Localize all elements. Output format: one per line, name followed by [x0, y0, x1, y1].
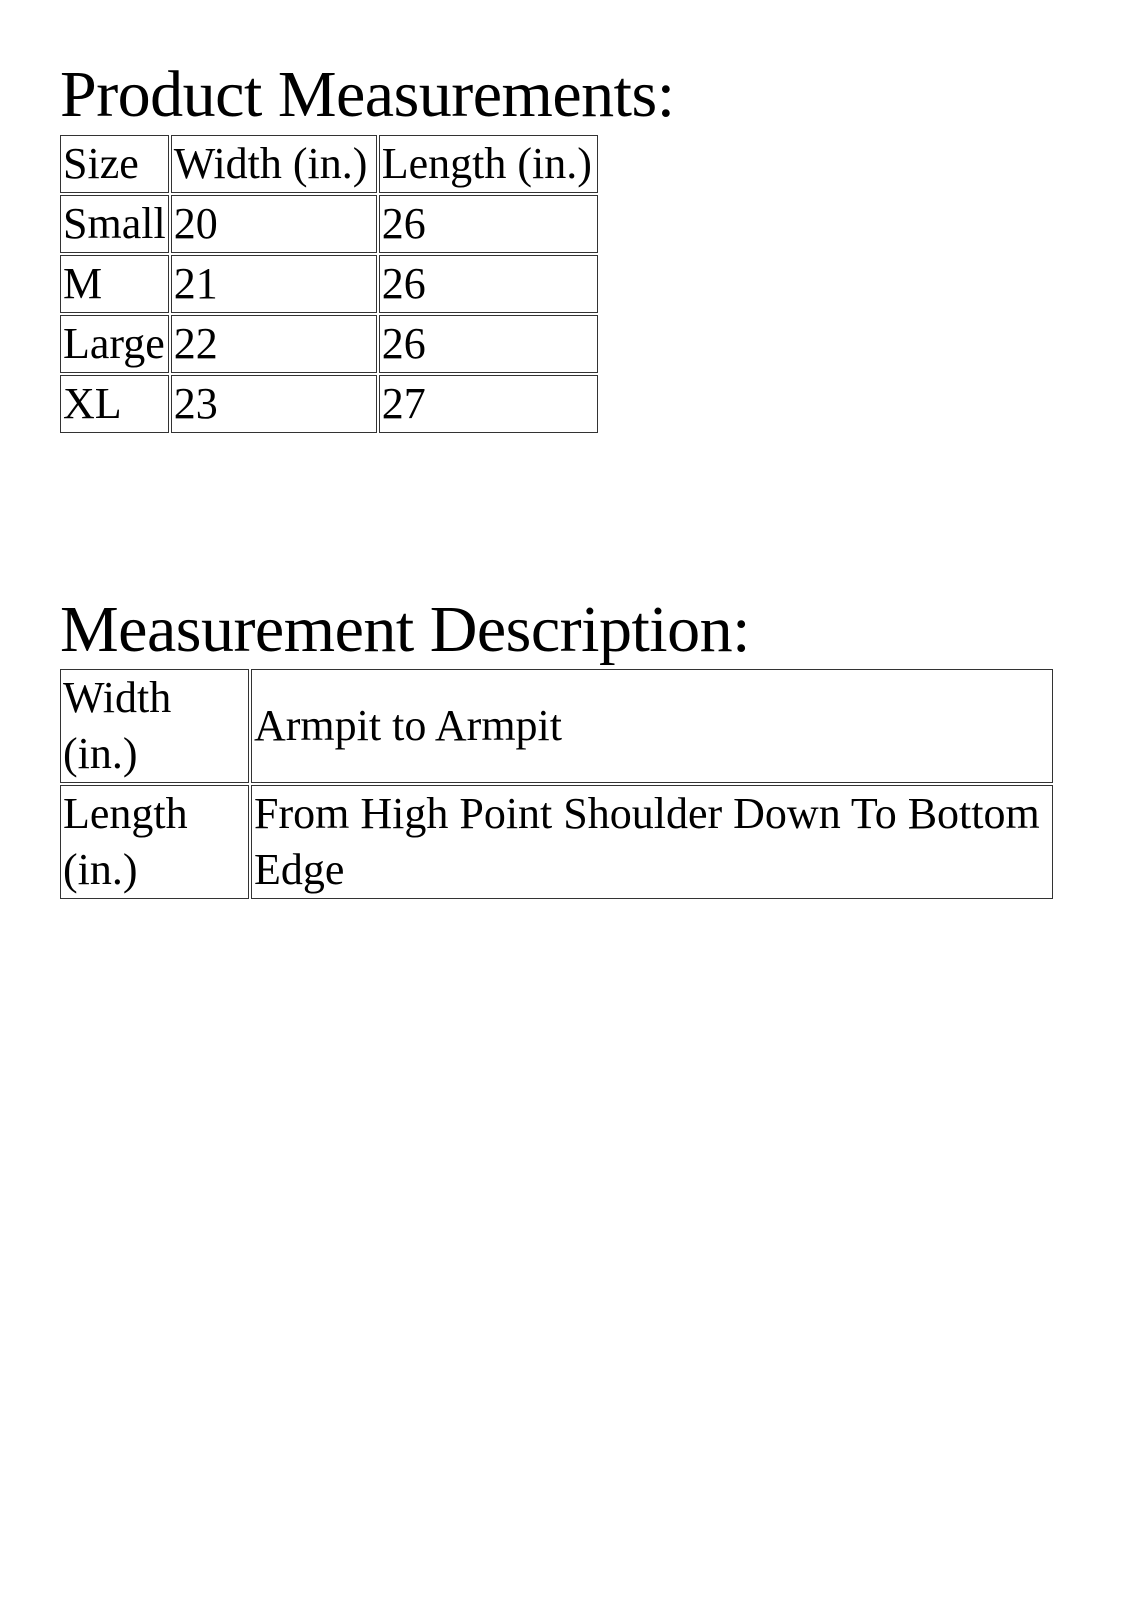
- table-row: [60, 255, 598, 313]
- length-cell: 27: [379, 375, 598, 433]
- header-cell-length: Length (in.): [379, 135, 598, 193]
- definition-cell: Armpit to Armpit: [251, 669, 1053, 783]
- description-table: [58, 667, 1055, 901]
- term-cell: Length (in.): [60, 785, 249, 899]
- length-cell: 26: [379, 255, 598, 313]
- term-cell: Width (in.): [60, 669, 249, 783]
- length-cell: 26: [379, 315, 598, 373]
- table-row: [60, 195, 598, 253]
- size-cell: XL: [60, 375, 169, 433]
- definition-cell: From High Point Shoulder Down To Bottom Edge: [251, 785, 1053, 899]
- size-cell: Small: [60, 195, 169, 253]
- size-cell: Large: [60, 315, 169, 373]
- width-cell: 20: [171, 195, 377, 253]
- header-cell-size: Size: [60, 135, 169, 193]
- width-cell: 21: [171, 255, 377, 313]
- table-row: [60, 785, 1053, 899]
- width-cell: 23: [171, 375, 377, 433]
- measurement-description-heading: Measurement Description:: [60, 593, 750, 666]
- length-cell: 26: [379, 195, 598, 253]
- table-header-row: [60, 135, 598, 193]
- header-cell-width: Width (in.): [171, 135, 377, 193]
- table-row: [60, 375, 598, 433]
- measurements-table: [58, 133, 600, 435]
- size-cell: M: [60, 255, 169, 313]
- product-measurements-heading: Product Measurements:: [60, 58, 675, 131]
- table-row: [60, 315, 598, 373]
- table-row: [60, 669, 1053, 783]
- width-cell: 22: [171, 315, 377, 373]
